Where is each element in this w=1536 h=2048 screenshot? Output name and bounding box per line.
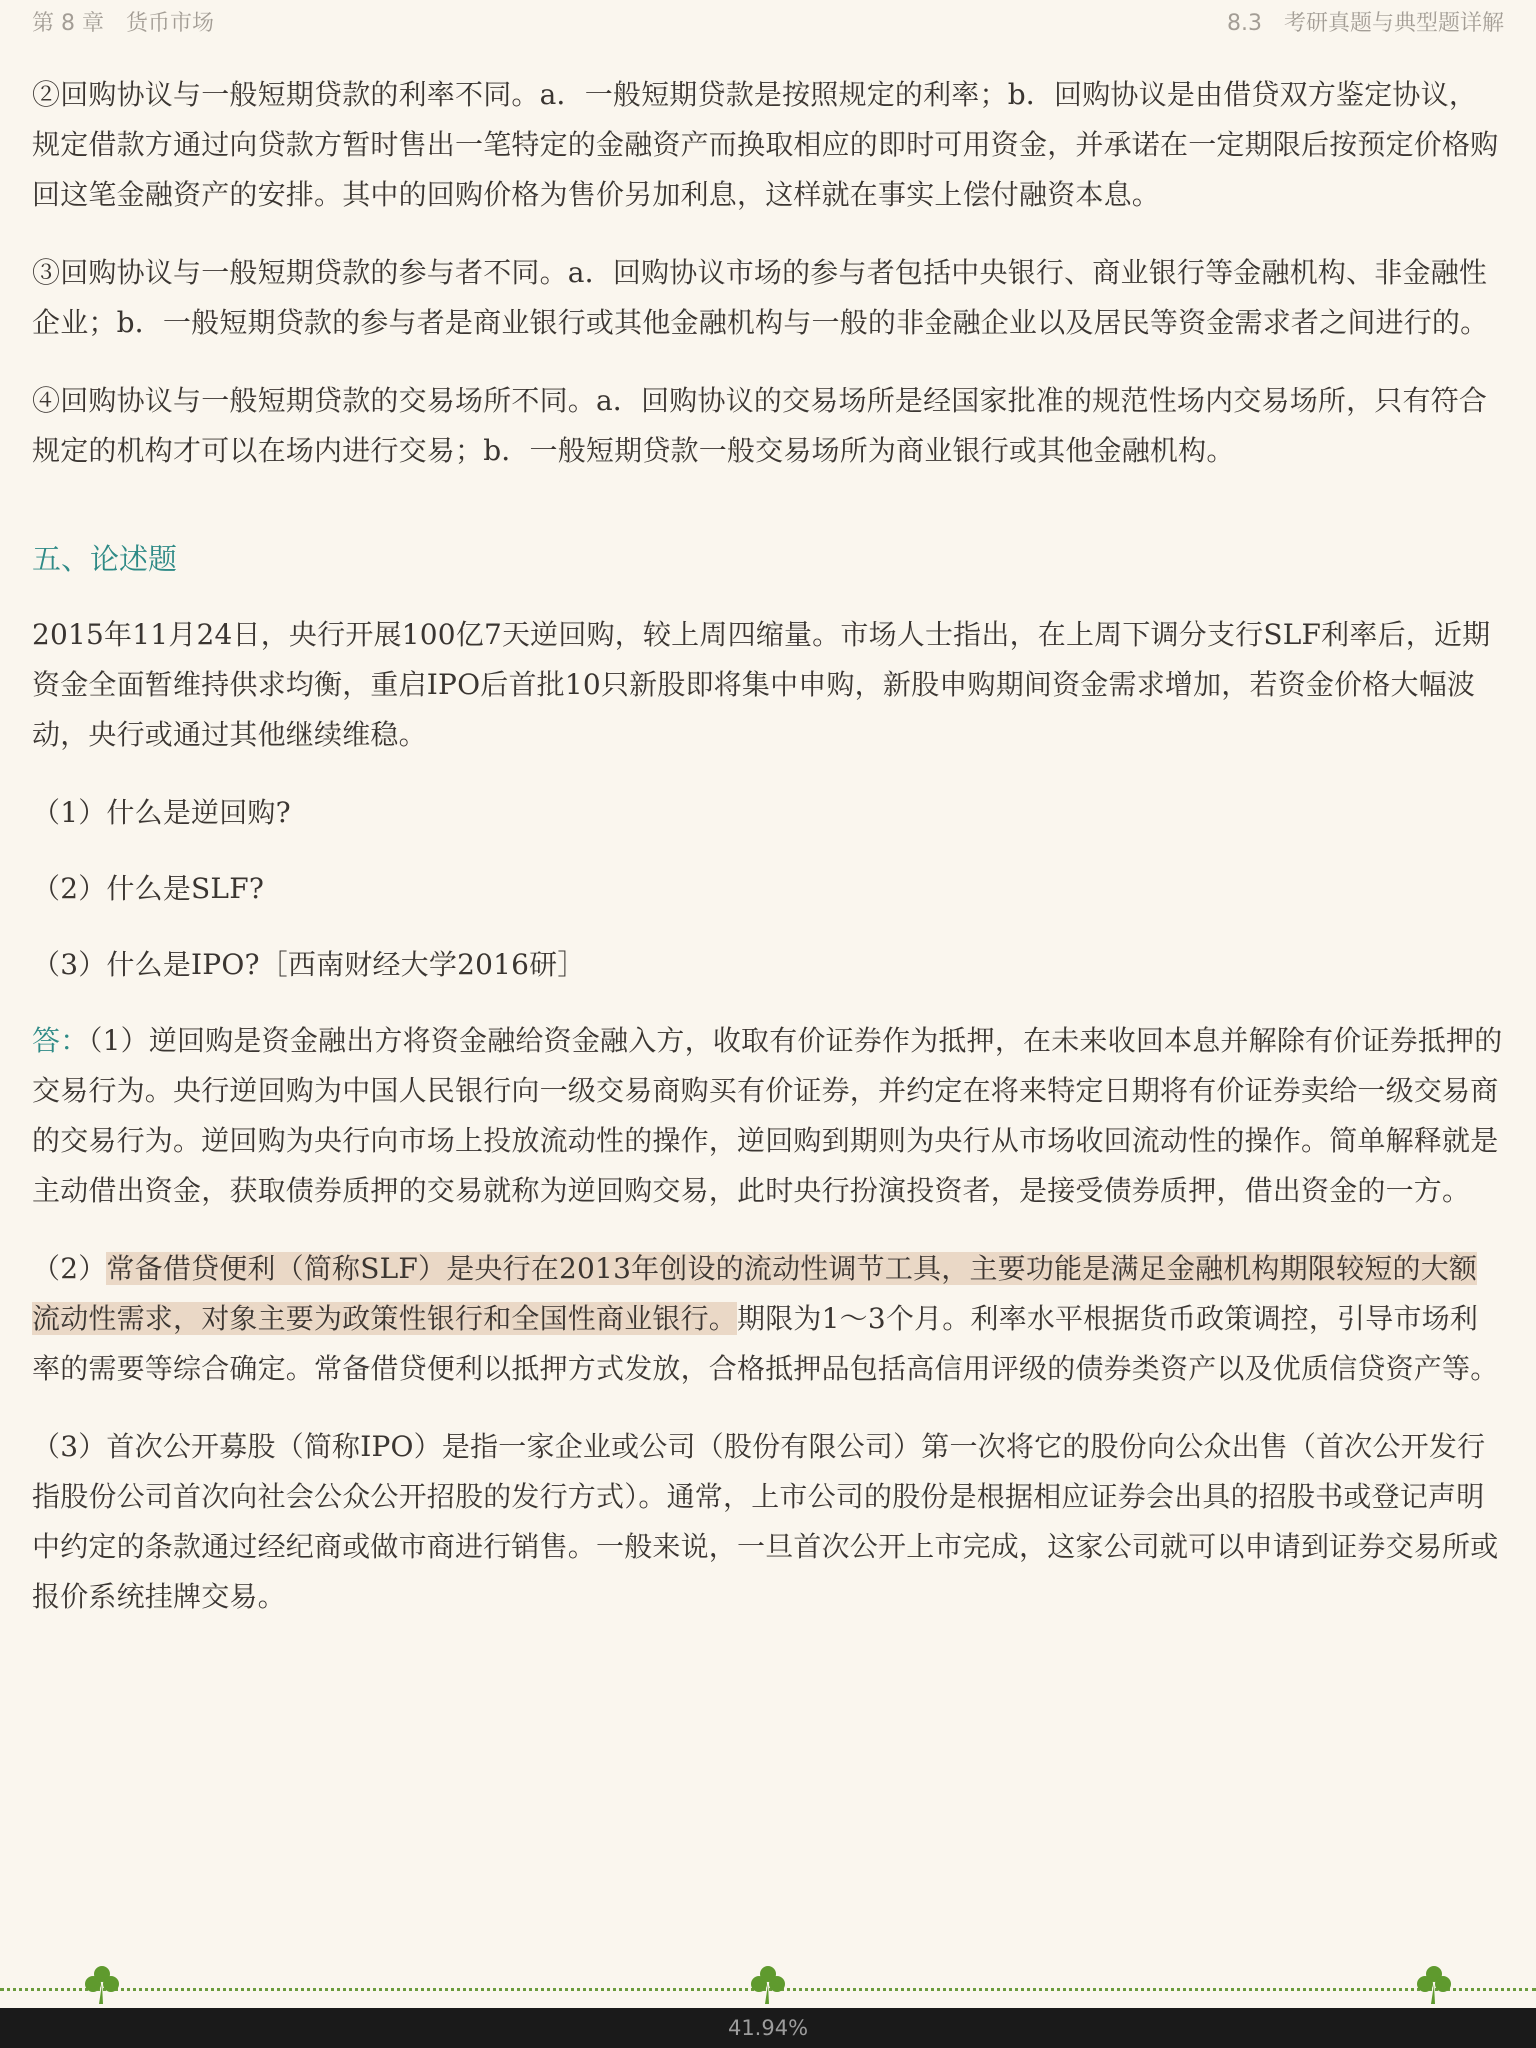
clover-icon: [1412, 1962, 1456, 2006]
answer-label: 答：: [32, 1024, 89, 1057]
answer-1: [32, 1016, 1504, 1216]
page-content: [32, 70, 1504, 1650]
section-title-header: 8.3 考研真题与典型题详解: [1227, 11, 1504, 36]
highlighted-text[interactable]: 常备借贷便利（简称SLF）是央行在2013年创设的流动性调节工具，主要功能是满足金融机构期限较短的大额流动性需求，对象主要为政策性银行和全国性商业银行。: [32, 1252, 1478, 1335]
clover-icon: [746, 1962, 790, 2006]
question-2: （2）什么是SLF?: [32, 872, 265, 905]
reading-progress: 41.94%: [727, 2016, 809, 2040]
question-1: （1）什么是逆回购?: [32, 796, 291, 829]
answer-1-text: （1）逆回购是资金融出方将资金融给资金融入方，收取有价证券作为抵押，在未来收回本息并解除有价证券抵押的交易行为。央行逆回购为中国人民银行向一级交易商购买有价证券，并约定在将来特定日期将有价证券卖给一级交易商的交易行为。逆回购为央行向市场上投放流动性的操作，逆回购到期则为央行从市场收回流动性的操作。简单解释就是主动借出资金，获取债券质押的交易就称为逆回购交易，此时央行扮演投资者，是接受债券质押，借出资金的一方。: [32, 1024, 1503, 1207]
answer-3: （3）首次公开募股（简称IPO）是指一家企业或公司（股份有限公司）第一次将它的股份向公众出售（首次公开发行指股份公司首次向社会公众公开招股的发行方式）。通常，上市公司的股份是根据相应证券会出具的招股书或登记声明中约定的条款通过经纪商或做市商进行销售。一般来说，一旦首次公开上市完成，这家公司就可以申请到证券交易所或报价系统挂牌交易。: [32, 1430, 1499, 1613]
question-3: （3）什么是IPO?［西南财经大学2016研］: [32, 948, 586, 981]
running-header: [0, 0, 1536, 40]
paragraph-trading-venue: ④回购协议与一般短期贷款的交易场所不同。a．回购协议的交易场所是经国家批准的规范性场内交易场所，只有符合规定的机构才可以在场内进行交易；b．一般短期贷款一般交易场所为商业银行或其他金融机构。: [32, 384, 1488, 467]
paragraph-participants: ③回购协议与一般短期贷款的参与者不同。a．回购协议市场的参与者包括中央银行、商业银行等金融机构、非金融性企业；b．一般短期贷款的参与者是商业银行或其他金融机构与一般的非金融企业以及居民等资金需求者之间进行的。: [32, 256, 1489, 339]
answer-2: [32, 1244, 1504, 1394]
section-heading: 五、论述题: [32, 542, 178, 576]
question-stem: 2015年11月24日，央行开展100亿7天逆回购，较上周四缩量。市场人士指出，在上周下调分支行SLF利率后，近期资金全面暂维持供求均衡，重启IPO后首批10只新股即将集中申购，新股申购期间资金需求增加，若资金价格大幅波动，央行或通过其他继续维稳。: [32, 618, 1491, 751]
answer-2-prefix: （2）: [32, 1252, 107, 1285]
reading-progress-bar[interactable]: [0, 2008, 1536, 2048]
chapter-title: 第 8 章 货币市场: [32, 11, 214, 36]
clover-icon: [80, 1962, 124, 2006]
footer-decoration: [0, 1962, 1536, 2006]
paragraph-interest-rate: ②回购协议与一般短期贷款的利率不同。a．一般短期贷款是按照规定的利率；b．回购协议是由借贷双方鉴定协议，规定借款方通过向贷款方暂时售出一笔特定的金融资产而换取相应的即时可用资金，并承诺在一定期限后按预定价格购回这笔金融资产的安排。其中的回购价格为售价另加利息，这样就在事实上偿付融资本息。: [32, 78, 1499, 211]
answer-2-rest: 期限为1～3个月。利率水平根据货币政策调控，引导市场利率的需要等综合确定。常备借贷便利以抵押方式发放，合格抵押品包括高信用评级的债券类资产以及优质信贷资产等。: [32, 1302, 1499, 1385]
